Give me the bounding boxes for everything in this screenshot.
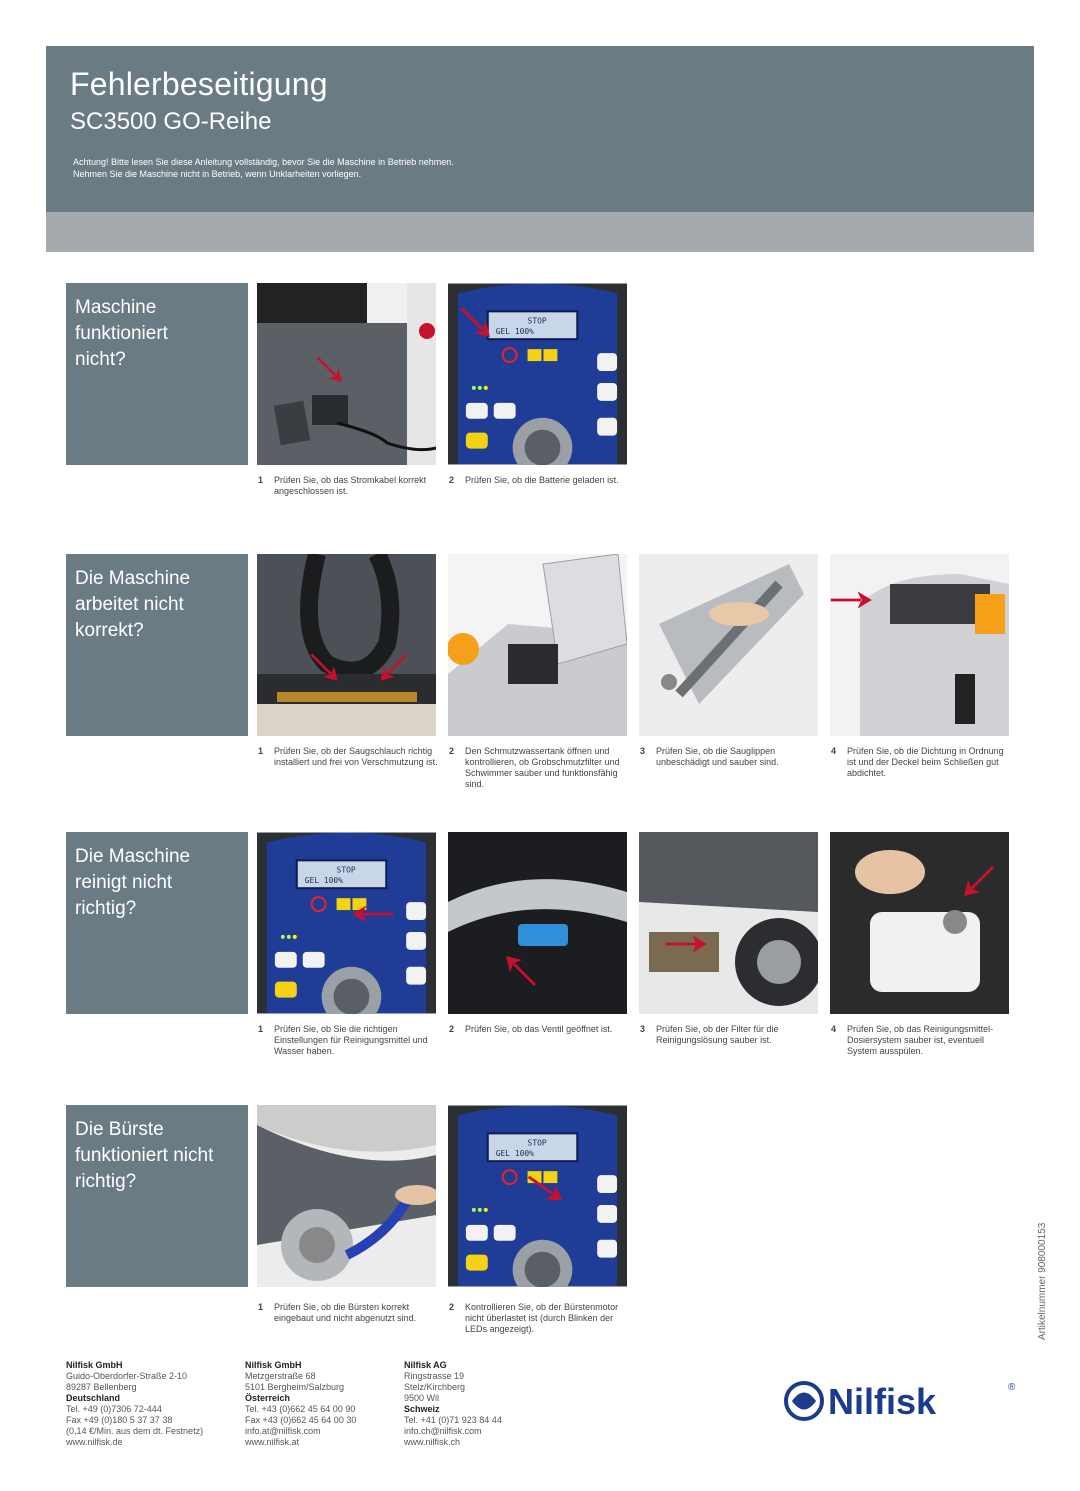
- section-1-title: Maschine funktioniert nicht?: [75, 297, 168, 370]
- page-title: Fehlerbeseitigung: [70, 66, 328, 102]
- logo-wordmark: Nilfisk: [828, 1381, 937, 1422]
- website-link[interactable]: www.nilfisk.de: [66, 1437, 123, 1447]
- warning-text: [73, 156, 454, 180]
- photo-dirty-water-tank: [448, 554, 627, 736]
- nilfisk-mark-icon: [786, 1383, 822, 1419]
- svg-text:®: ®: [1008, 1382, 1016, 1393]
- email-link[interactable]: info.at@nilfisk.com: [245, 1426, 321, 1436]
- photo-brush: [257, 1105, 436, 1287]
- warning-line-2: Nehmen Sie die Maschine nicht in Betrieb, wenn Unklarheiten vorliegen.: [73, 169, 362, 179]
- photo-detergent-settings: [257, 832, 436, 1014]
- address-austria: Nilfisk GmbH Metzgerstraße 68 5101 Bergheim/Salzburg Österreich Tel. +43 (0)662 45 64 00 90 Fax +43 (0)662 45 64 00 30 info.at@nilfisk.com www.nilfisk.at: [245, 1360, 357, 1447]
- section-4-title: Die Bürste funktioniert nicht richtig?: [75, 1119, 214, 1192]
- photo-solution-filter: [639, 832, 818, 1014]
- email-link[interactable]: info.ch@nilfisk.com: [404, 1426, 482, 1436]
- section-4-label: [66, 1105, 248, 1287]
- header-banner: [46, 46, 1034, 212]
- nilfisk-logo: [782, 1376, 1022, 1426]
- website-link[interactable]: www.nilfisk.at: [245, 1437, 300, 1447]
- photo-dosing-system: [830, 832, 1009, 1014]
- address-germany: Nilfisk GmbH Guido-Oberdorfer-Straße 2-10 89287 Bellenberg Deutschland Tel. +49 (0)7306 72-444 Fax +49 (0)180 5 37 37 38 (0,14 €/Min. aus dem dt. Festnetz) www.nilfisk.de: [66, 1360, 204, 1447]
- photo-battery-display: [448, 283, 627, 465]
- header-subbar: [46, 212, 1034, 252]
- photo-suction-hose: [257, 554, 436, 736]
- section-3-label: [66, 832, 248, 1014]
- article-number: Artikelnummer 908000153: [1037, 1222, 1048, 1340]
- website-link[interactable]: www.nilfisk.ch: [404, 1437, 461, 1447]
- photo-valve: [448, 832, 627, 1014]
- photo-power-cable: [257, 283, 436, 465]
- section-2-label: [66, 554, 248, 736]
- warning-line-1: Achtung! Bitte lesen Sie diese Anleitung vollständig, bevor Sie die Maschine in Betrieb nehmen.: [73, 157, 454, 167]
- photo-squeegee: [639, 554, 818, 736]
- section-3-title: Die Maschine reinigt nicht richtig?: [75, 846, 191, 919]
- address-switzerland: Nilfisk AG Ringstrasse 19 Stelz/Kirchberg 9500 Wil Schweiz Tel. +41 (0)71 923 84 44 info.ch@nilfisk.com www.nilfisk.ch: [404, 1360, 502, 1447]
- page-subtitle: SC3500 GO-Reihe: [70, 108, 272, 135]
- section-1-label: [66, 283, 248, 465]
- photo-tank-seal: [830, 554, 1009, 736]
- photo-brush-motor-leds: [448, 1105, 627, 1287]
- section-2-title: Die Maschine arbeitet nicht korrekt?: [75, 568, 191, 641]
